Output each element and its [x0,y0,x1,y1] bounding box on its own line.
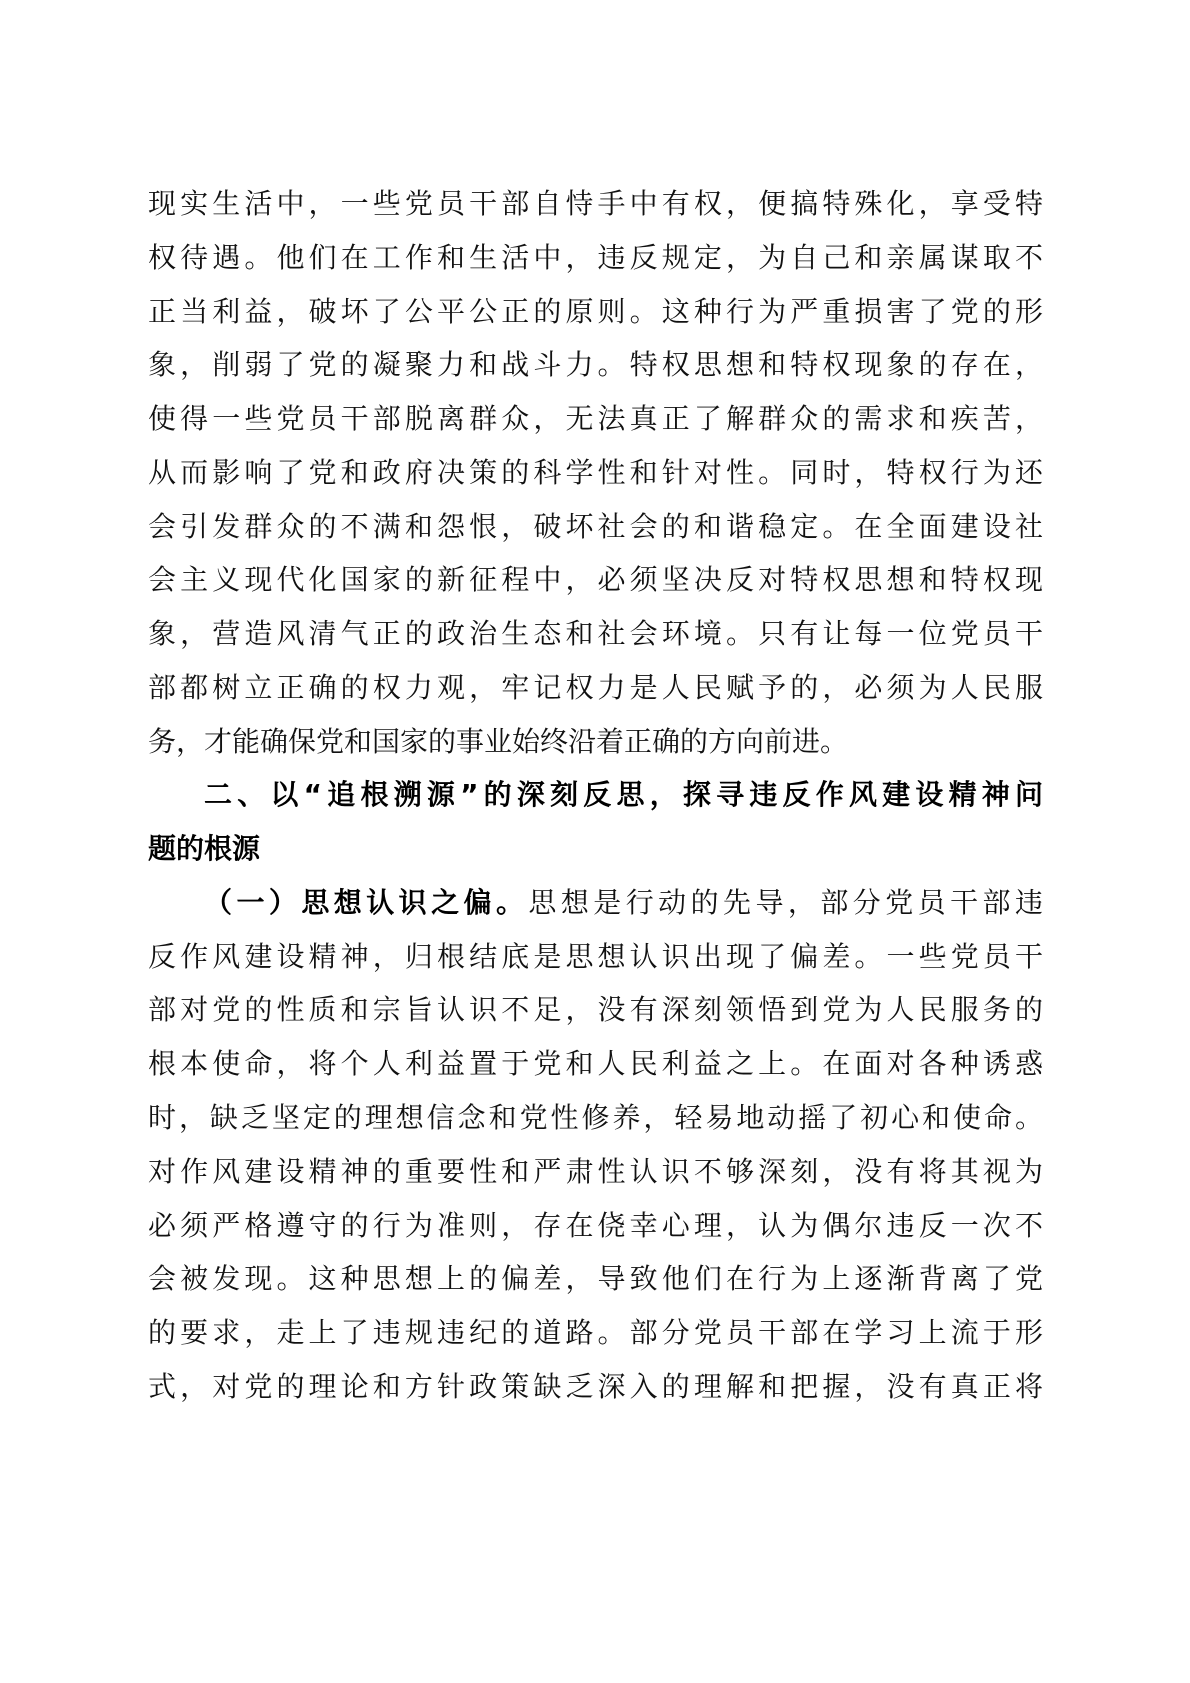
text-line: 的要求，走上了违规违纪的道路。部分党员干部在学习上流于形 [148,1316,1043,1350]
text-line: 部都树立正确的权力观，牢记权力是人民赋予的，必须为人民服 [148,670,1043,704]
text-line: 必须严格遵守的行为准则，存在侥幸心理，认为偶尔违反一次不 [148,1208,1043,1242]
subsection-title: （一）思想认识之偏。 [204,885,529,919]
text-line: 务，才能确保党和国家的事业始终沿着正确的方向前进。 [148,724,849,758]
text-line: 会引发群众的不满和怨恨，破坏社会的和谐稳定。在全面建设社 [148,509,1043,543]
text-run: 思想是行动的先导，部分党员干部违 [528,885,1043,919]
text-line: 象，削弱了党的凝聚力和战斗力。特权思想和特权现象的存在， [148,348,1043,382]
paragraph-privilege [148,178,1043,768]
text-line: 使得一些党员干部脱离群众，无法真正了解群众的需求和疾苦， [148,402,1043,436]
text-line: 部对党的性质和宗旨认识不足，没有深刻领悟到党为人民服务的 [148,993,1043,1027]
text-line: 对作风建设精神的重要性和严肃性认识不够深刻，没有将其视为 [148,1154,1043,1188]
text-line: 式，对党的理论和方针政策缺乏深入的理解和把握，没有真正将 [148,1369,1043,1403]
text-line: 反作风建设精神，归根结底是思想认识出现了偏差。一些党员干 [148,939,1043,973]
section-heading-2 [148,769,1043,875]
text-line: 从而影响了党和政府决策的科学性和针对性。同时，特权行为还 [148,455,1043,489]
document-body [148,178,1043,1415]
text-line: 时，缺乏坚定的理想信念和党性修养，轻易地动摇了初心和使命。 [148,1101,1043,1135]
heading-line: 题的根源 [148,832,261,866]
text-line: 现实生活中，一些党员干部自恃手中有权，便搞特殊化，享受特 [148,187,1043,220]
text-line [148,877,1043,929]
heading-line: 二、以“追根溯源”的深刻反思，探寻违反作风建设精神问 [204,778,1043,812]
text-line: 会主义现代化国家的新征程中，必须坚决反对特权思想和特权现 [148,563,1043,597]
paragraph-ideological-deviation [148,877,1043,1413]
text-line: 根本使命，将个人利益置于党和人民利益之上。在面对各种诱惑 [148,1047,1043,1081]
text-line: 权待遇。他们在工作和生活中，违反规定，为自己和亲属谋取不 [148,240,1043,274]
text-line: 正当利益，破坏了公平公正的原则。这种行为严重损害了党的形 [148,294,1043,328]
text-line: 会被发现。这种思想上的偏差，导致他们在行为上逐渐背离了党 [148,1262,1043,1296]
text-line: 象，营造风清气正的政治生态和社会环境。只有让每一位党员干 [148,617,1043,651]
